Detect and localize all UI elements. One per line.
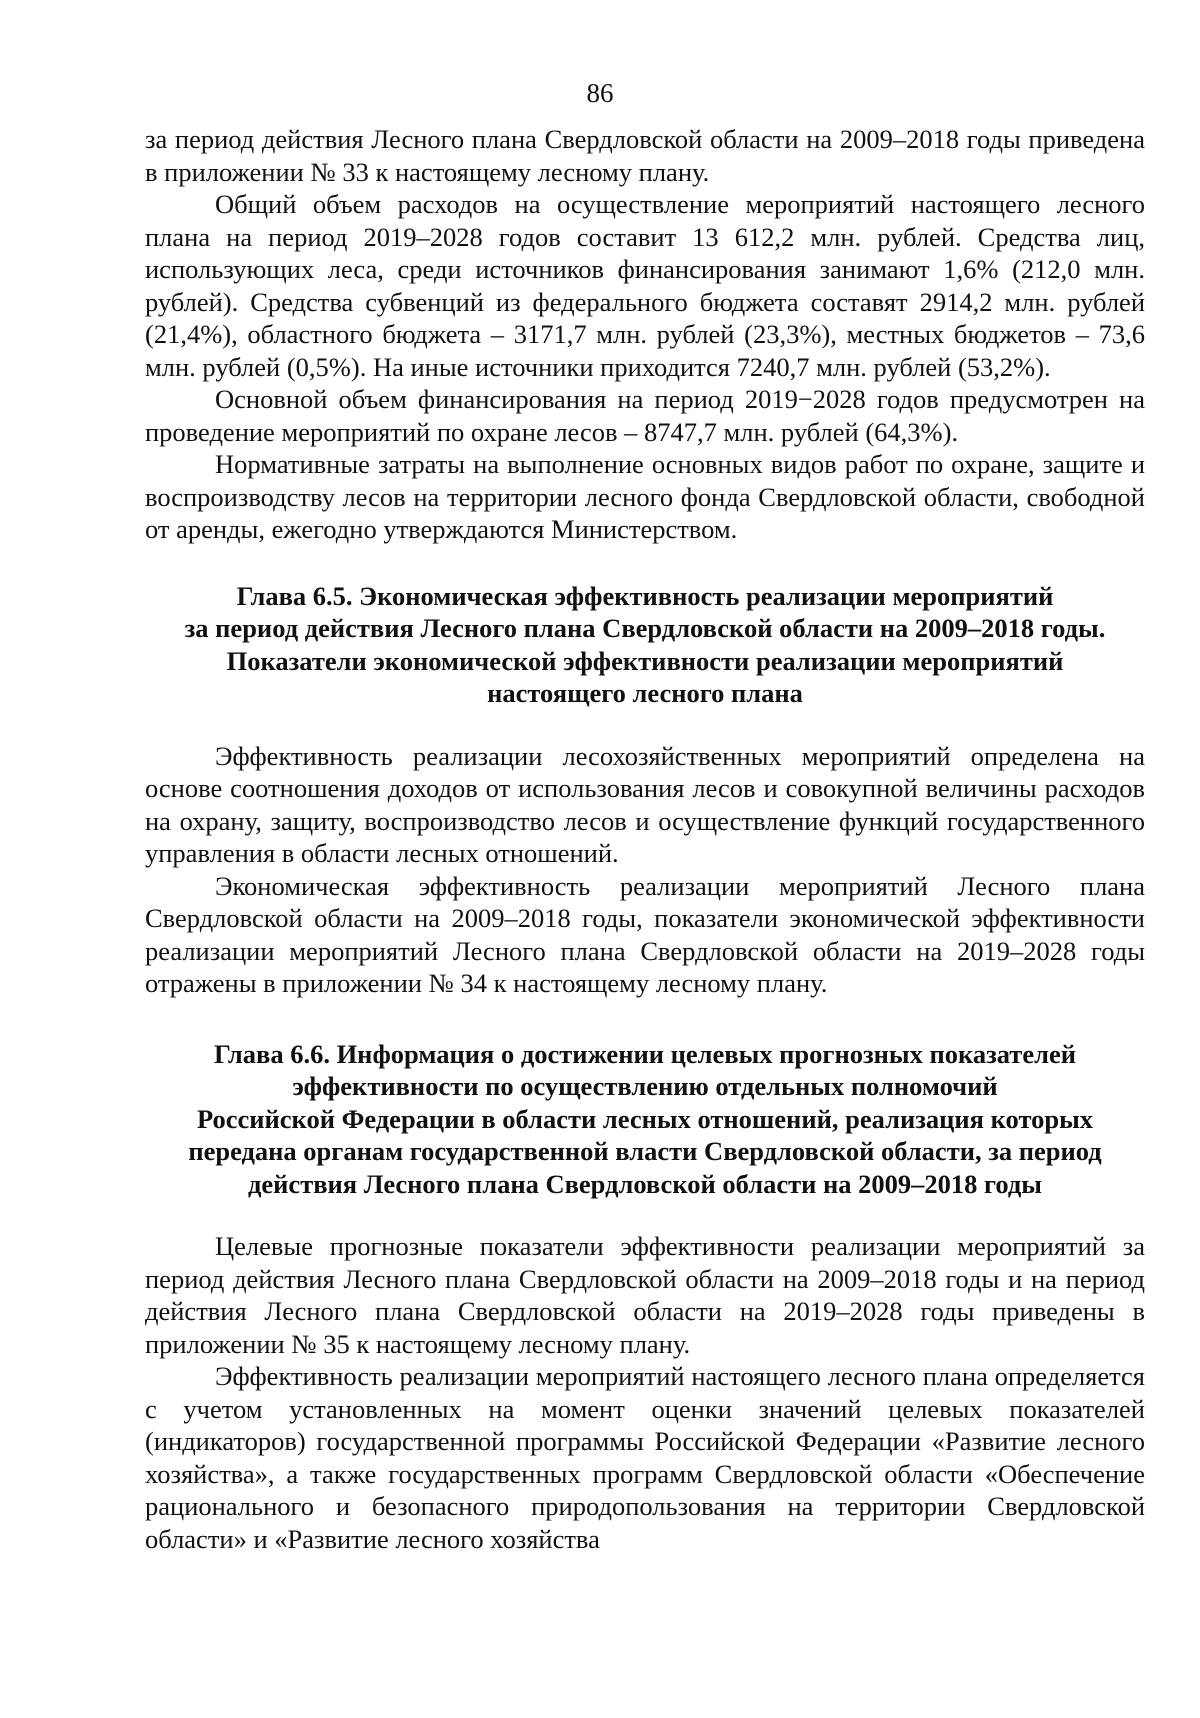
chapter-6-6-title-line-3: Российской Федерации в области лесных отношений, реализация которых (196, 1103, 1094, 1134)
spacer (145, 1000, 1145, 1038)
chapter-6-5-title-line-3: Показатели экономической эффективности реализации мероприятий (226, 645, 1064, 676)
chapter-6-5-heading (145, 580, 1145, 710)
continuation-paragraph: за период действия Лесного плана Свердловской области на 2009–2018 годы приведена в приложении № 33 к настоящему лесному плану. (145, 124, 1145, 187)
chapter-6-5-title-line-1: Глава 6.5. Экономическая эффективность реализации мероприятий (236, 580, 1054, 611)
page-content (145, 123, 1145, 1555)
economic-efficiency-paragraph: Экономическая эффективность реализации мероприятий Лесного плана Свердловской области на 2009–2018 годы, показатели экономической эффективности реализации мероприятий Лесного плана Свердловской области на 2019–2028 годы отражены в приложении № 34 к настоящему лесному плану. (145, 870, 1145, 998)
chapter-6-6-title-line-4: передана органам государственной власти Свердловской области, за период (188, 1136, 1102, 1166)
page-number: 86 (586, 78, 614, 108)
chapter-6-6-heading (145, 1038, 1145, 1201)
spacer (145, 1200, 1145, 1230)
chapter-6-5-title-line-2: за период действия Лесного плана Свердловской области на 2009–2018 годы. (184, 613, 1106, 643)
chapter-6-6-title-line-5: действия Лесного плана Свердловской области на 2009–2018 годы (248, 1168, 1042, 1199)
expenses-paragraph: Общий объем расходов на осуществление мероприятий настоящего лесного плана на период 2019–2028 годов составит 13 612,2 млн. рублей. Средства лиц, использующих леса, среди источников финансирования занимают 1,6% (212,0 млн. рублей). Средства субвенций из федерального бюджета составят 2914,2 млн. рублей (21,4%), областного бюджета – 3171,7 млн. рублей (23,3%), местных бюджетов – 73,6 млн. рублей (0,5%). На иные источники приходится 7240,7 млн. рублей (53,2%). (145, 189, 1145, 382)
main-funding-paragraph: Основной объем финансирования на период 2019−2028 годов предусмотрен на проведение мероприятий по охране лесов – 8747,7 млн. рублей (64,3%). (145, 384, 1145, 447)
efficiency-paragraph: Эффективность реализации лесохозяйственных мероприятий определена на основе соотношения доходов от использования лесов и совокупной величины расходов на охрану, защиту, воспроизводство лесов и осуществление функций государственного управления в области лесных отношений. (145, 740, 1145, 868)
target-indicators-paragraph: Целевые прогнозные показатели эффективности реализации мероприятий за период действия Лесного плана Свердловской области на 2009–2018 годы и на период действия Лесного плана Свердловской области на 2019–2028 годы приведены в приложении № 35 к настоящему лесному плану. (145, 1231, 1145, 1359)
chapter-6-5-title-line-4: настоящего лесного плана (487, 678, 803, 708)
normative-costs-paragraph: Нормативные затраты на выполнение основных видов работ по охране, защите и воспроизводству лесов на территории лесного фонда Свердловской области, свободной от аренды, ежегодно утверждаются Министерством. (145, 449, 1145, 544)
chapter-6-6-title-line-2: эффективности по осуществлению отдельных полномочий (292, 1071, 998, 1101)
spacer (145, 710, 1145, 740)
chapter-6-6-title-line-1: Глава 6.6. Информация о достижении целевых прогнозных показателей (214, 1038, 1076, 1069)
efficiency-determination-paragraph: Эффективность реализации мероприятий настоящего лесного плана определяется с учетом установленных на момент оценки значений целевых показателей (индикаторов) государственной программы Российской Федерации «Развитие лесного хозяйства», а также государственных программ Свердловской области «Обеспечение рационального и безопасного природопользования на территории Свердловской области» и «Развитие лесного хозяйства (145, 1361, 1145, 1554)
spacer (145, 546, 1145, 580)
